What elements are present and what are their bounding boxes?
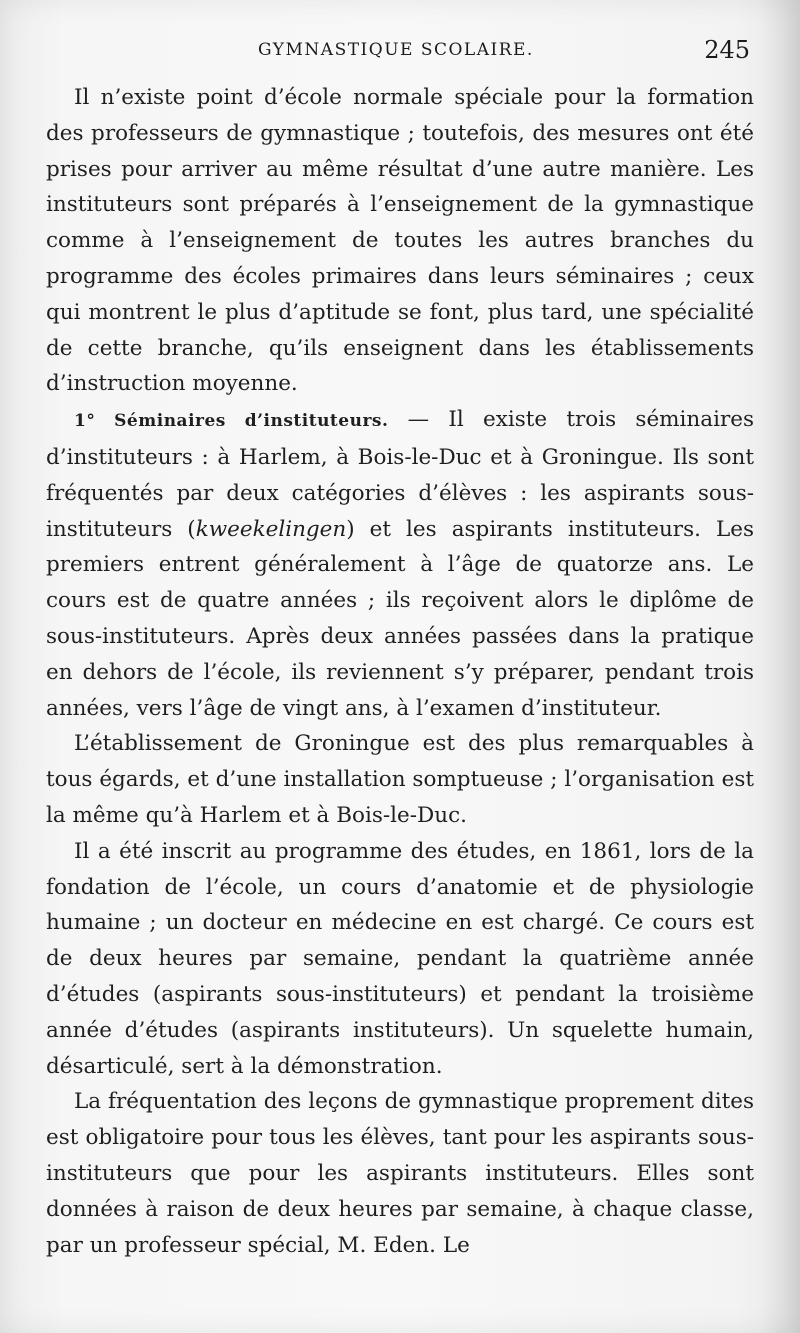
page-number: 245 — [704, 36, 750, 64]
paragraph-2-italic-term: kweekelingen — [195, 516, 347, 542]
paragraph-2-text-a: — Il existe trois séminaires d’instituteurs : à Harlem, à Bois-le-Duc et à Groningue. Ils sont fréquentés par deux catégories d’élèves : les aspirants sous-instituteurs ( — [46, 407, 755, 542]
page-edge-shadow — [760, 0, 800, 1333]
paragraph-2 — [46, 402, 754, 726]
paragraph-2-text-b: ) et les aspirants instituteurs. Les premiers entrent généralement à l’âge de quatorze ans. Le cours est de quatre années ; ils reçoivent alors le diplôme de sous-instituteurs. Après deux années passées dans la pratique en dehors de l’école, ils reviennent s’y préparer, pendant trois années, vers l’âge de vingt ans, à l’examen d’instituteur. — [46, 516, 754, 721]
body-text — [46, 80, 754, 1263]
paragraph-3: L’établissement de Groningue est des plus remarquables à tous égards, et d’une installation somptueuse ; l’organisation est la même qu’à Harlem et à Bois-le-Duc. — [46, 731, 754, 828]
paragraph-4: Il a été inscrit au programme des études, en 1861, lors de la fondation de l’école, un cours d’anatomie et de physiologie humaine ; un docteur en médecine en est chargé. Ce cours est de deux heures par semaine, pendant la quatrième année d’études (aspirants sous-instituteurs) et pendant la troisième année d’études (aspirants instituteurs). Un squelette humain, désarticulé, sert à la démonstration. — [46, 838, 754, 1079]
paragraph-1: Il n’existe point d’école normale spéciale pour la formation des professeurs de gymnastique ; toutefois, des mesures ont été prises pour arriver au même résultat d’une autre manière. Les instituteurs sont préparés à l’enseignement de la gymnastique comme à l’enseignement de toutes les autres branches du programme des écoles primaires dans leurs séminaires ; ceux qui montrent le plus d’aptitude se font, plus tard, une spécialité de cette branche, qu’ils enseignent dans les établissements d’instruction moyenne. — [46, 85, 754, 397]
section-heading: 1° Séminaires d’instituteurs. — [74, 411, 389, 432]
running-title: GYMNASTIQUE SCOLAIRE. — [258, 40, 534, 60]
paragraph-5: La fréquentation des leçons de gymnastique proprement dites est obligatoire pour tous les élèves, tant pour les aspirants sous-instituteurs que pour les aspirants instituteurs. Elles sont données à raison de deux heures par semaine, à chaque classe, par un professeur spécial, M. Eden. Le — [46, 1089, 754, 1258]
page-header — [48, 36, 750, 70]
